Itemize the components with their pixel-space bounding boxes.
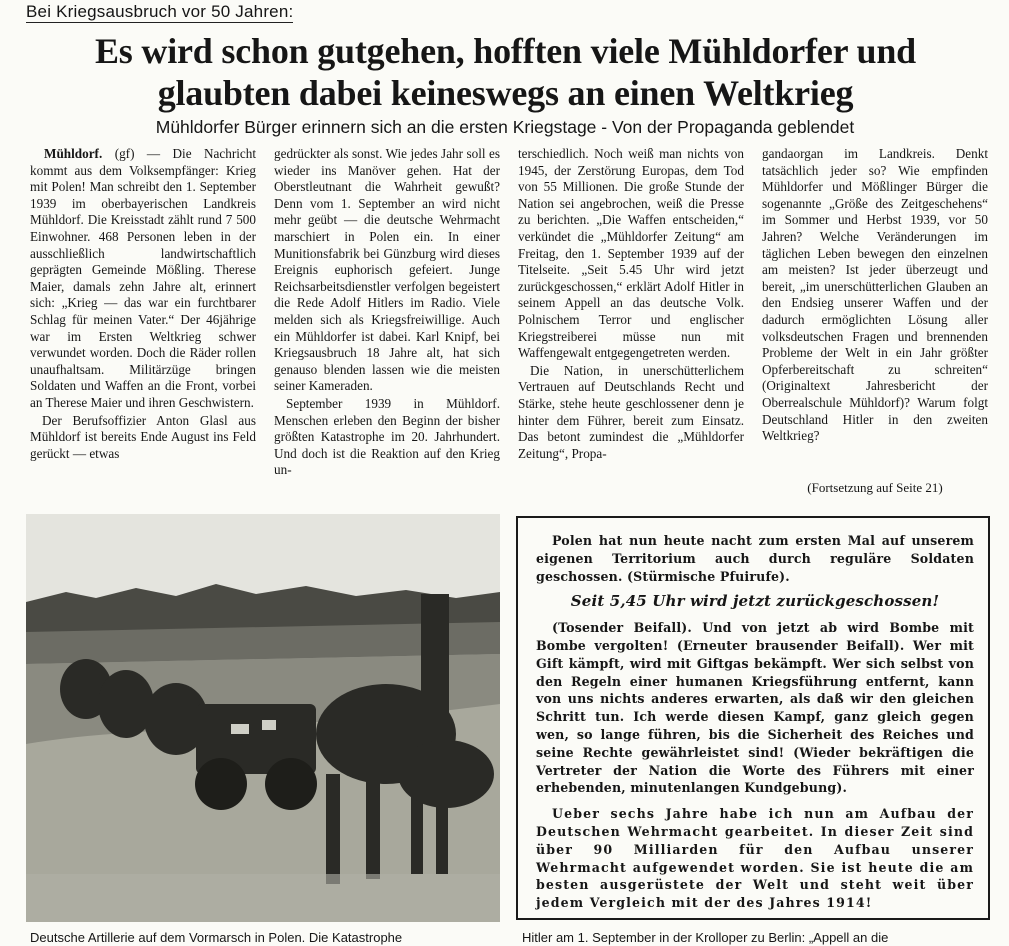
subheadline: Mühldorfer Bürger erinnern sich an die ersten Kriegstage - Von der Propaganda geblendet — [155, 117, 855, 137]
artillery-photo — [26, 514, 500, 922]
article-paragraph: September 1939 in Mühldorf. Menschen erleben den Beginn der bisher größten Katastrophe im 20. Jahrhundert. Und doch ist die Reaktion auf den Krieg un- — [274, 395, 500, 478]
article-column-1 — [30, 146, 256, 462]
article-paragraph: terschiedlich. Noch weiß man nichts von 1945, der Zerstörung Europas, dem Tod von 55 Millionen. Die große Stunde der Nation sei angebrochen, weiß die Presse zu berichten. „Die Waffen entscheiden,“ verkündet die „Mühldorfer Zeitung“ am Freitag, den 1. September 1939 auf der Titelseite. „Seit 5.45 Uhr wird jetzt zurückgeschossen,“ erklärt Adolf Hitler in seinem Appell an das deutsche Volk. Polnischem Terror und englischer Kriegstreiberei müsse nun mit Waffengewalt entgegengetreten werden. — [518, 146, 744, 361]
dateline: Mühldorf. — [44, 146, 103, 161]
article-paragraph: Der Berufsoffizier Anton Glasl aus Mühldorf ist bereits Ende August ins Feld gerückt — etwas — [30, 412, 256, 461]
article-paragraph: gandaorgan im Landkreis. Denkt tatsächlich jeder so? Wie empfinden Mühldorfer und Mößlinger Bürger die sogenannte „Größe des Zeitgeschehens“ im Sommer und Herbst 1939, vor 50 Jahren? Welche Veränderungen im täglichen Leben bewegen den einzelnen am meisten? Ist jeder überzeugt und bereit, „im unerschütterlichen Glauben an den Endsieg unserer Waffen und der dadurch ermöglichten Lösung aller volksdeutschen Fragen und brennenden Probleme der Welt in ein Jahr größter Opferbereitschaft zu schreiten“ (Originaltext Jahresbericht der Oberrealschule Mühldorf)? Warum folgt Deutschland Hitler in den zweiten Weltkrieg? — [762, 146, 988, 444]
speech-headline: Seit 5,45 Uhr wird jetzt zurückgeschossen! — [570, 592, 940, 611]
article-paragraph — [30, 146, 256, 412]
speech-caption: Hitler am 1. September in der Krolloper zu Berlin: „Appell an die — [522, 930, 889, 945]
speech-tail: Ueber sechs Jahre habe ich nun am Aufbau der Deutschen Wehrmacht gearbeitet. In dieser Zeit sind über 90 Milliarden für den Aufbau unserer Wehrmacht aufgewendet worden. Sie ist heute die am besten ausgerüstete der Welt und steht weit über jedem Vergleich mit der des Jahres 1914! — [536, 806, 974, 911]
kicker: Bei Kriegsausbruch vor 50 Jahren: — [26, 2, 294, 21]
article-text: (gf) — Die Nachricht kommt aus dem Volksempfänger: Krieg mit Polen! Man schreibt den 1. September 1939 im oberbayerischen Landkreis Mühldorf. Die Kreisstadt zählt rund 7 500 Einwohner. 468 Personen leben in der ausschließlich landwirtschaftlich geprägten Gemeinde Mößling. Therese Maier, damals zehn Jahre alt, erinnert sich: „Krieg — das war ein furchtbarer Schlag für meinen Vater.“ Der 46jährige war im Ersten Weltkrieg schwer verwundet worden. Doch die Räder rollen unaufhaltsam. Militärzüge bringen Soldaten und Waffen an die Front, vorbei an Therese Maier und ihren Geschwistern. — [30, 146, 256, 410]
photo-illustration — [26, 514, 500, 922]
continuation-note: (Fortsetzung auf Seite 21) — [807, 480, 943, 495]
headline-line-2: glaubten dabei keineswegs an einen Weltkrieg — [157, 73, 854, 113]
article-column-2 — [274, 146, 500, 479]
headline-line-1: Es wird schon gutgehen, hofften viele Mühldorfer und — [95, 31, 916, 71]
article-column-4 — [762, 146, 988, 445]
article-paragraph: gedrückter als sonst. Wie jedes Jahr soll es wieder ins Manöver gehen. Hat der Oberstleutnant die Wahrheit gewußt? Denn vom 1. September an wird nicht mehr geübt — die deutsche Wehrmacht marschiert in Polen ein. In einer Munitionsfabrik bei Günzburg wird dieses Ereignis euphorisch gefeiert. Junge Reichsarbeitsdienstler verfolgen begeistert die Rede Adolf Hitlers im Radio. Viele melden sich als Kriegsfreiwillige. Auch ein Mühldorfer ist dabei. Karl Knipf, bei Kriegsausbruch 18 Jahre alt, hat sich genauso blenden lassen wie die meisten seiner Kameraden. — [274, 146, 500, 394]
article-column-3 — [518, 146, 744, 462]
photo-caption: Deutsche Artillerie auf dem Vormarsch in Polen. Die Katastrophe — [30, 930, 403, 945]
speech-body: (Tosender Beifall). Und von jetzt ab wird Bombe mit Bombe vergolten! (Erneuter brausender Beifall). Wer mit Gift kämpft, wird mit Giftgas bekämpft. Wer sich selbst von den Regeln einer humanen Kriegsführung entfernt, kann von uns nichts anderes erwarten, als daß wir den gleichen Schritt tun. Ich werde diesen Kampf, ganz gleich gegen wen, so lange führen, bis die Sicherheit des Reiches und seine Rechte gewährleistet sind! (Wieder bekräftigen die Vertreter der Nation die Worte des Führers mit einer erhebenden, minutenlangen Kundgebung). — [536, 620, 974, 796]
article-paragraph: Die Nation, in unerschütterlichem Vertrauen auf Deutschlands Recht und Stärke, stehe heute geschlossener denn je hinter dem Führer, bereit zum Einsatz. Das betont zumindest die „Mühldorfer Zeitung“, Propa- — [518, 362, 744, 461]
headline — [18, 30, 993, 114]
speech-excerpt-box — [516, 516, 990, 920]
speech-lead: Polen hat nun heute nacht zum ersten Mal auf unserem eigenen Territorium auch durch reguläre Soldaten geschossen. (Stürmische Pfuirufe). — [536, 533, 974, 584]
